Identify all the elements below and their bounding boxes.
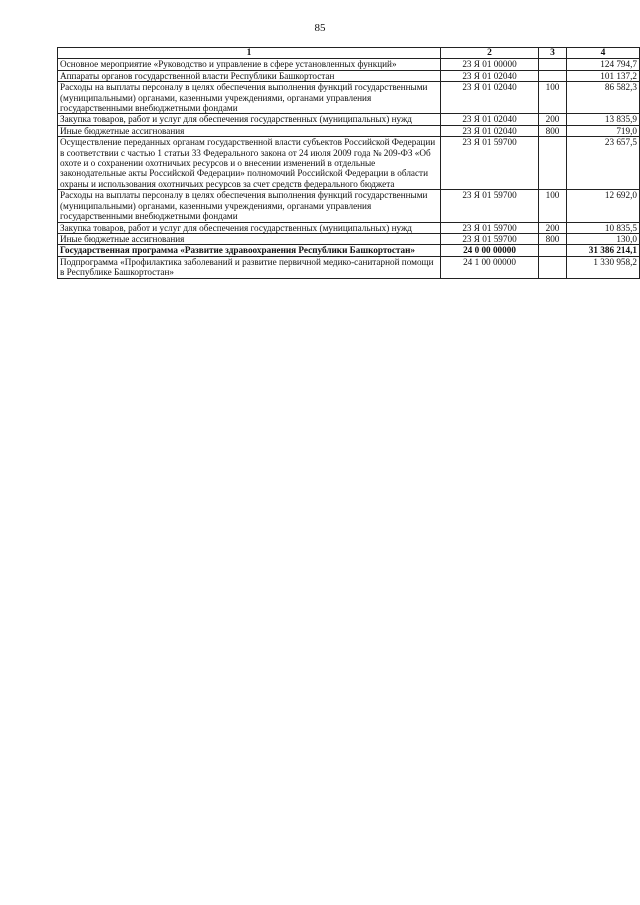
table-row <box>58 114 640 125</box>
cell-type <box>539 245 567 256</box>
table-row <box>58 137 640 190</box>
cell-name: Иные бюджетные ассигнования <box>58 125 441 136</box>
table-body <box>58 59 640 278</box>
cell-amount: 31 386 214,1 <box>567 245 640 256</box>
cell-type <box>539 256 567 278</box>
column-header-code: 2 <box>441 48 539 59</box>
cell-amount: 124 794,7 <box>567 59 640 70</box>
cell-code: 23 Я 01 02040 <box>441 125 539 136</box>
cell-name: Закупка товаров, работ и услуг для обеспечения государственных (муниципальных) нужд <box>58 114 441 125</box>
cell-name: Расходы на выплаты персоналу в целях обеспечения выполнения функций государственными (муниципальными) органами, казенными учреждениями, органами управления государственными внебюджетными фондами <box>58 190 441 222</box>
table-row <box>58 70 640 81</box>
cell-amount: 10 835,5 <box>567 222 640 233</box>
cell-name: Осуществление переданных органам государственной власти субъектов Российской Федерации в соответствии с частью 1 статьи 33 Федерального закона от 24 июля 2009 года № 209-ФЗ «Об охоте и о сохранении охотничьих ресурсов и о внесении изменений в отдельные законодательные акты Российской Федерации» полномочий Российской Федерации в области охраны и использования охотничьих ресурсов за счет средств федерального бюджета <box>58 137 441 190</box>
cell-type <box>539 59 567 70</box>
cell-name: Подпрограмма «Профилактика заболеваний и развитие первичной медико-санитарной помощи в Республике Башкортостан» <box>58 256 441 278</box>
cell-amount: 1 330 958,2 <box>567 256 640 278</box>
table-row <box>58 233 640 244</box>
cell-code: 23 Я 01 59700 <box>441 222 539 233</box>
column-header-name: 1 <box>58 48 441 59</box>
cell-amount: 23 657,5 <box>567 137 640 190</box>
cell-code: 23 Я 01 59700 <box>441 137 539 190</box>
cell-code: 23 Я 01 00000 <box>441 59 539 70</box>
cell-amount: 12 692,0 <box>567 190 640 222</box>
cell-type: 200 <box>539 222 567 233</box>
cell-name: Аппараты органов государственной власти Республики Башкортостан <box>58 70 441 81</box>
cell-name: Закупка товаров, работ и услуг для обеспечения государственных (муниципальных) нужд <box>58 222 441 233</box>
cell-code: 23 Я 01 59700 <box>441 190 539 222</box>
table-row <box>58 245 640 256</box>
table-row <box>58 125 640 136</box>
cell-amount: 13 835,9 <box>567 114 640 125</box>
cell-amount: 130,0 <box>567 233 640 244</box>
cell-code: 24 0 00 00000 <box>441 245 539 256</box>
column-header-type: 3 <box>539 48 567 59</box>
cell-code: 23 Я 01 02040 <box>441 114 539 125</box>
cell-code: 23 Я 01 02040 <box>441 70 539 81</box>
table-row <box>58 59 640 70</box>
cell-type <box>539 70 567 81</box>
cell-code: 23 Я 01 02040 <box>441 82 539 114</box>
cell-amount: 719,0 <box>567 125 640 136</box>
cell-name: Основное мероприятие «Руководство и управление в сфере установленных функций» <box>58 59 441 70</box>
cell-name: Государственная программа «Развитие здравоохранения Республики Башкортостан» <box>58 245 441 256</box>
cell-type <box>539 137 567 190</box>
cell-amount: 86 582,3 <box>567 82 640 114</box>
table-row <box>58 256 640 278</box>
cell-code: 23 Я 01 59700 <box>441 233 539 244</box>
cell-name: Расходы на выплаты персоналу в целях обеспечения выполнения функций государственными (муниципальными) органами, казенными учреждениями, органами управления государственными внебюджетными фондами <box>58 82 441 114</box>
page-number: 85 <box>314 22 326 34</box>
budget-table <box>57 47 640 279</box>
cell-type: 800 <box>539 233 567 244</box>
cell-amount: 101 137,2 <box>567 70 640 81</box>
table-row <box>58 82 640 114</box>
cell-name: Иные бюджетные ассигнования <box>58 233 441 244</box>
cell-type: 100 <box>539 190 567 222</box>
table-row <box>58 190 640 222</box>
column-header-amount: 4 <box>567 48 640 59</box>
table-row <box>58 222 640 233</box>
cell-type: 200 <box>539 114 567 125</box>
cell-type: 100 <box>539 82 567 114</box>
cell-code: 24 1 00 00000 <box>441 256 539 278</box>
cell-type: 800 <box>539 125 567 136</box>
table-header-row <box>58 48 640 59</box>
